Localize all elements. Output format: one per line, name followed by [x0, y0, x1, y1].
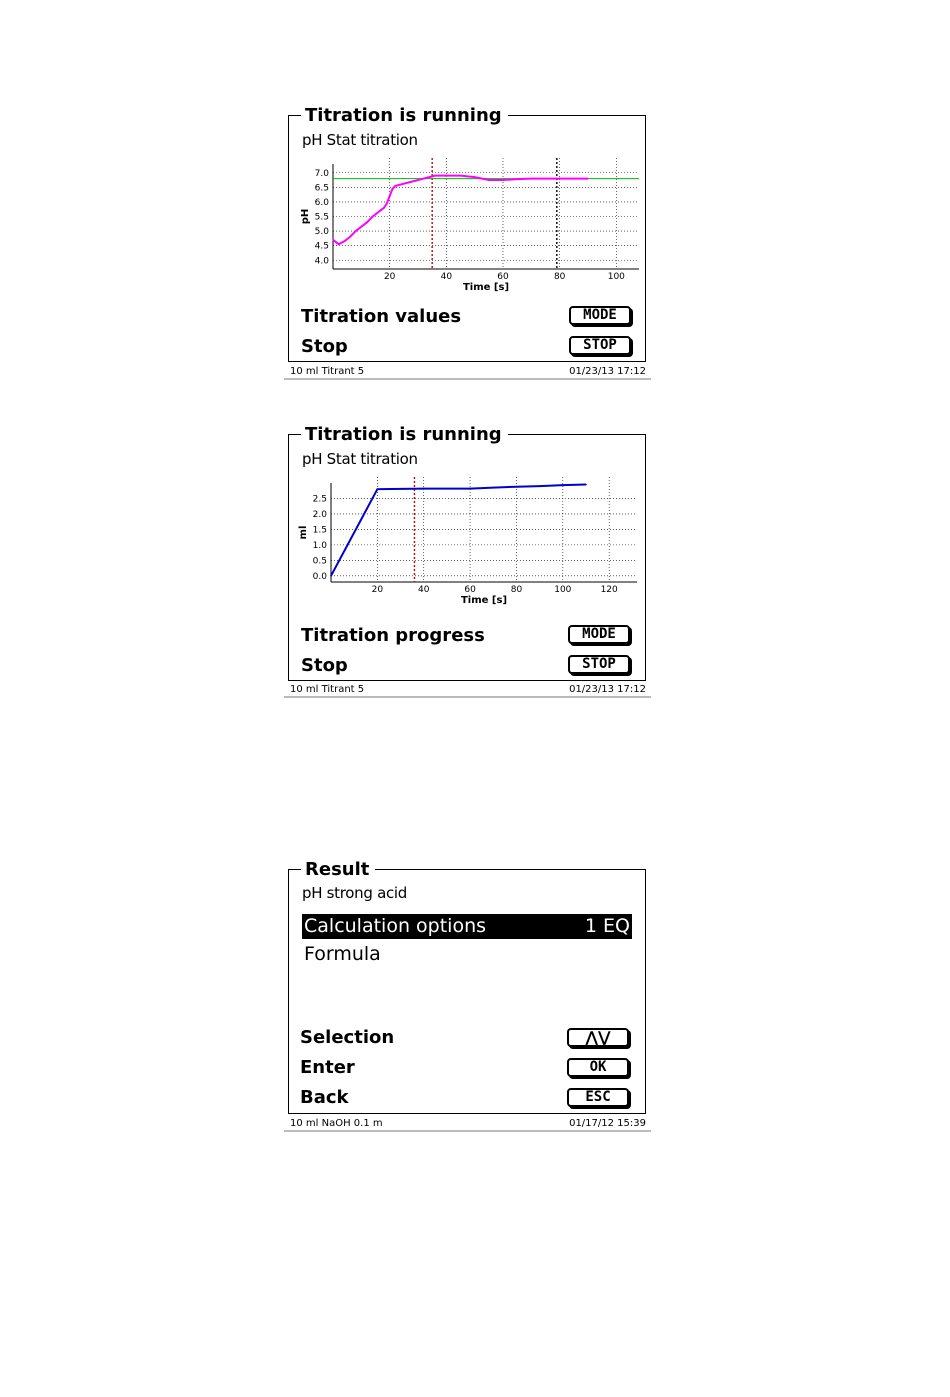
divider — [284, 378, 651, 380]
titration-progress-label: Titration progress — [301, 625, 485, 646]
stop-label: Stop — [301, 655, 348, 676]
y-tick-label: 0.5 — [312, 556, 327, 567]
data-point — [361, 226, 363, 228]
screen-title: Result — [301, 861, 375, 879]
data-point — [587, 178, 589, 180]
y-tick-label: 2.0 — [312, 509, 327, 520]
data-point — [378, 211, 380, 213]
data-point — [562, 484, 564, 486]
y-tick-label: 6.0 — [314, 197, 329, 208]
data-point — [355, 230, 357, 232]
screen-subtitle: pH Stat titration — [302, 131, 418, 149]
data-point — [585, 484, 587, 486]
y-tick-label: 4.0 — [314, 256, 329, 267]
data-point — [516, 486, 518, 488]
enter-label: Enter — [300, 1057, 355, 1078]
menu-item-formula[interactable] — [302, 942, 632, 967]
x-tick-label: 60 — [464, 585, 476, 595]
data-point — [423, 178, 425, 180]
x-axis-label: Time [s] — [460, 595, 508, 606]
data-point — [502, 179, 504, 181]
data-point — [573, 178, 575, 180]
mode-button[interactable]: MODE — [568, 625, 630, 644]
data-point — [344, 240, 346, 242]
divider — [284, 1130, 651, 1132]
data-point — [386, 203, 388, 205]
screen-title: Titration is running — [301, 426, 508, 444]
menu-item-calculation-options[interactable] — [302, 914, 632, 939]
data-point — [423, 488, 425, 490]
frame-corner — [288, 869, 297, 878]
data-point — [460, 175, 462, 177]
data-point — [332, 239, 334, 241]
x-tick-label: 120 — [600, 585, 618, 595]
y-tick-label: 6.5 — [314, 183, 329, 194]
frame-corner — [288, 115, 297, 124]
y-tick-label: 1.0 — [312, 540, 327, 551]
menu-item-label: Calculation options — [304, 915, 487, 937]
x-tick-label: 40 — [440, 272, 453, 282]
y-tick-label: 1.5 — [312, 525, 327, 536]
data-point — [446, 175, 448, 177]
stop-button[interactable]: STOP — [569, 336, 631, 355]
screen-subtitle: pH strong acid — [302, 884, 408, 902]
x-tick-label: 100 — [554, 585, 572, 595]
y-axis-label: pH — [300, 208, 311, 225]
menu-item-label: Formula — [304, 943, 381, 965]
data-point — [531, 178, 533, 180]
data-point — [440, 175, 442, 177]
data-point — [372, 216, 374, 218]
mode-button[interactable]: MODE — [569, 306, 631, 325]
titrant-status: 10 ml Titrant 5 — [290, 366, 365, 377]
x-tick-label: 100 — [607, 272, 625, 282]
data-point — [406, 182, 408, 184]
x-tick-label: 80 — [553, 272, 566, 282]
y-tick-label: 4.5 — [314, 241, 329, 252]
data-point — [349, 236, 351, 238]
data-point — [330, 575, 332, 577]
back-label: Back — [300, 1087, 349, 1108]
titration-values-label: Titration values — [301, 306, 462, 327]
series-line — [333, 176, 588, 245]
y-tick-label: 7.0 — [314, 168, 329, 179]
y-tick-label: 2.5 — [312, 494, 327, 505]
data-point — [377, 488, 379, 490]
divider — [284, 696, 651, 698]
data-point — [539, 485, 541, 487]
menu-item-value: 1 EQ — [584, 915, 630, 937]
stop-button[interactable]: STOP — [568, 655, 630, 674]
result-screen — [288, 859, 646, 1114]
data-point — [429, 176, 431, 178]
data-point — [417, 179, 419, 181]
datetime-status: 01/23/13 17:12 — [569, 366, 646, 377]
data-point — [469, 488, 471, 490]
ph-chart — [289, 154, 645, 314]
datetime-status: 01/23/13 17:12 — [569, 684, 646, 695]
data-point — [338, 243, 340, 245]
data-point — [559, 178, 561, 180]
y-tick-label: 0.0 — [312, 571, 327, 582]
screen-title: Titration is running — [301, 107, 508, 125]
data-point — [366, 222, 368, 224]
data-point — [400, 184, 402, 186]
titration-screen-2 — [288, 424, 646, 681]
x-tick-label: 20 — [371, 585, 384, 595]
up-down-button[interactable]: ⋀⋁ — [567, 1028, 629, 1047]
x-tick-label: 80 — [510, 585, 523, 595]
volume-chart — [289, 473, 645, 633]
data-point — [488, 179, 490, 181]
x-tick-label: 60 — [497, 272, 509, 282]
data-point — [412, 181, 414, 183]
titrant-status: 10 ml Titrant 5 — [290, 684, 365, 695]
data-point — [474, 176, 476, 178]
y-tick-label: 5.5 — [314, 212, 329, 223]
data-point — [545, 178, 547, 180]
x-tick-label: 40 — [418, 585, 430, 595]
selection-label: Selection — [300, 1027, 395, 1048]
stop-label: Stop — [301, 336, 348, 357]
titration-screen-1 — [288, 105, 646, 362]
data-point — [395, 185, 397, 187]
esc-button[interactable]: ESC — [567, 1088, 629, 1107]
x-axis-label: Time [s] — [462, 282, 510, 293]
data-point — [383, 207, 385, 209]
y-axis-label: ml — [298, 525, 309, 540]
titrant-status: 10 ml NaOH 0.1 m — [290, 1118, 383, 1129]
data-point — [516, 178, 518, 180]
y-tick-label: 5.0 — [314, 227, 329, 238]
data-point — [434, 175, 436, 177]
frame-corner — [288, 434, 297, 443]
screen-subtitle: pH Stat titration — [302, 450, 418, 468]
data-point — [392, 188, 394, 190]
data-point — [389, 195, 391, 197]
data-point — [492, 487, 494, 489]
datetime-status: 01/17/12 15:39 — [569, 1118, 646, 1129]
ok-button[interactable]: OK — [567, 1058, 629, 1077]
x-tick-label: 20 — [383, 272, 396, 282]
